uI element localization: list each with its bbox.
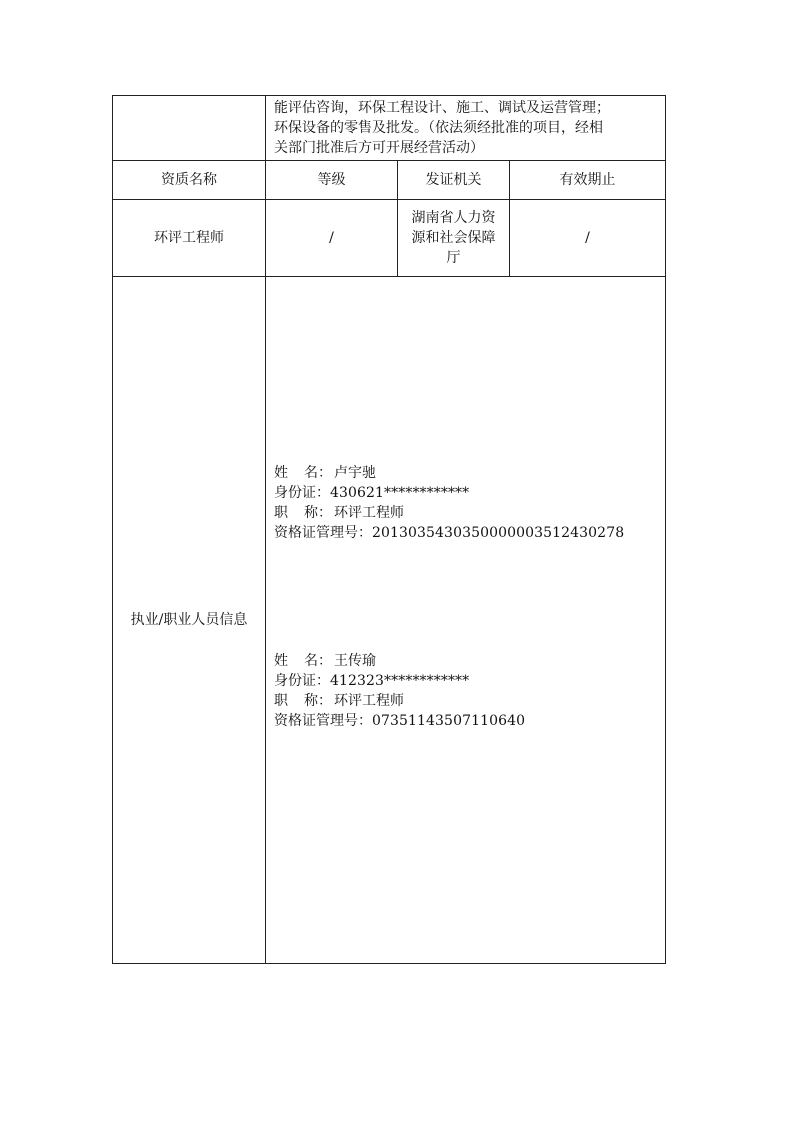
personnel-section-label: 执业/职业人员信息: [113, 277, 266, 964]
header-level: 等级: [266, 161, 398, 200]
person-entry: [274, 651, 664, 731]
person-cert-line: 资格证管理号：2013035430350000003512430278: [274, 525, 625, 541]
business-scope-line: 环保设备的零售及批发。（依法须经批准的项目，经相: [274, 120, 603, 136]
person-title: 环评工程师: [334, 693, 404, 709]
business-scope-cell: [266, 96, 666, 161]
issuing-authority-value: [398, 200, 510, 277]
qualification-level-value: /: [266, 200, 398, 277]
business-scope-label-cell: [113, 96, 266, 161]
person-cert-number: 2013035430350000003512430278: [372, 525, 625, 541]
person-name: 王传瑜: [334, 653, 376, 669]
person-id-number: 412323************: [330, 673, 470, 689]
person-cert-line: 资格证管理号：07351143507110640: [274, 713, 526, 729]
business-scope-line: 关部门批准后方可开展经营活动）: [274, 140, 484, 156]
person-id-number: 430621************: [330, 485, 470, 501]
authority-line: 湖南省人力资: [411, 210, 496, 226]
qualification-data-row: [113, 200, 666, 277]
valid-until-value: /: [510, 200, 666, 277]
header-qualification-name: 资质名称: [113, 161, 266, 200]
person-name-line: 姓 名： 卢宇驰: [274, 465, 376, 481]
person-id-line: 身份证：412323************: [274, 673, 470, 689]
person-name: 卢宇驰: [334, 465, 376, 481]
person-name-line: 姓 名： 王传瑜: [274, 653, 376, 669]
person-title-line: 职 称： 环评工程师: [274, 693, 404, 709]
person-entry: [274, 463, 664, 543]
business-scope-line: 能评估咨询，环保工程设计、施工、调试及运营管理；: [274, 100, 610, 116]
person-cert-number: 07351143507110640: [372, 713, 526, 729]
authority-line: 源和社会保障: [411, 230, 496, 246]
header-issuing-authority: 发证机关: [398, 161, 510, 200]
business-scope-row: [113, 96, 666, 161]
qualification-header-row: [113, 161, 666, 200]
qualification-name-value: 环评工程师: [113, 200, 266, 277]
person-title-line: 职 称： 环评工程师: [274, 505, 404, 521]
authority-line: 厅: [446, 250, 461, 266]
person-title: 环评工程师: [334, 505, 404, 521]
personnel-row: [113, 277, 666, 964]
header-valid-until: 有效期止: [510, 161, 666, 200]
personnel-info-cell: [266, 277, 666, 964]
qualification-document-table: [112, 95, 666, 964]
person-id-line: 身份证：430621************: [274, 485, 470, 501]
